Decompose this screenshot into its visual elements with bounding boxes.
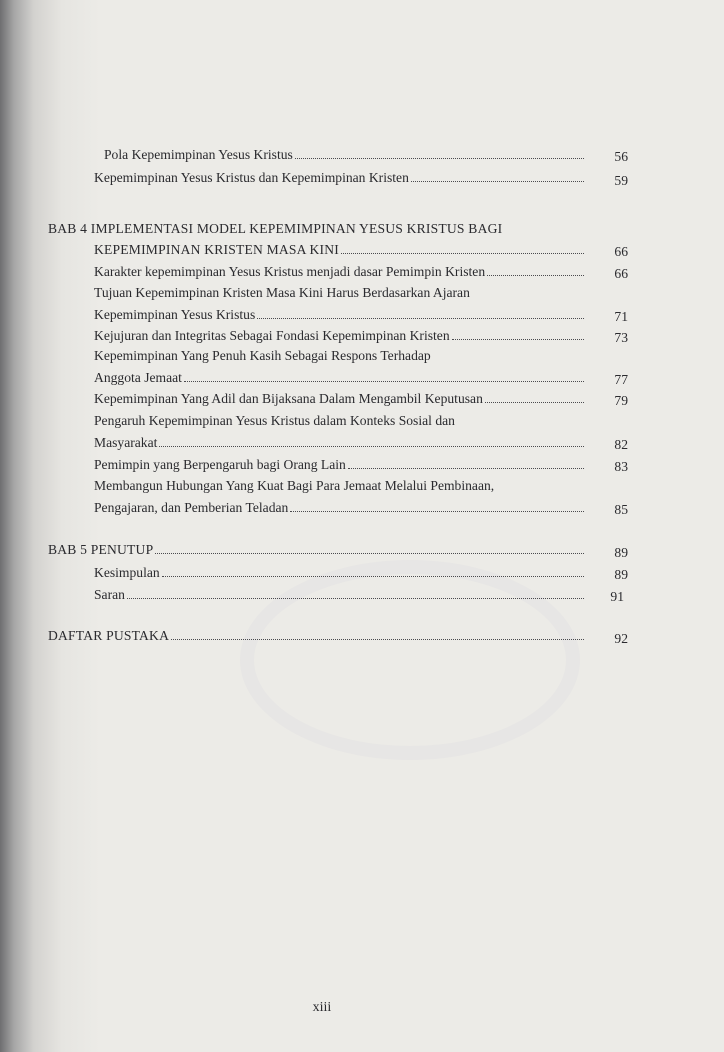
toc-entry-title: Masyarakat <box>94 435 158 450</box>
toc-entry-title: Kepemimpinan Yesus Kristus dan Kepemimpinan Kristen <box>94 170 409 185</box>
toc-page-number: 91 <box>610 589 624 604</box>
toc-entry-title: Pola Kepemimpinan Yesus Kristus <box>104 147 293 162</box>
toc-entry <box>94 563 588 581</box>
toc-entry-title: Anggota Jemaat <box>94 370 182 385</box>
toc-dot-leader <box>155 553 584 554</box>
toc-page-number: 83 <box>614 459 628 474</box>
toc-entry <box>94 455 588 473</box>
page-number-footer: xiii <box>312 1000 332 1015</box>
toc-entry-title: Saran <box>94 587 125 602</box>
toc-entry <box>94 326 588 344</box>
toc-page-number: 66 <box>614 266 628 281</box>
toc-dot-leader <box>341 253 584 254</box>
chapter-title-line: BAB 4 IMPLEMENTASI MODEL KEPEMIMPINAN YESUS KRISTUS BAGI <box>48 221 503 236</box>
toc-page-number: 79 <box>614 393 628 408</box>
toc-entry <box>94 168 588 186</box>
toc-page-number: 85 <box>614 502 628 517</box>
toc-entry-title: Kepemimpinan Yang Adil dan Bijaksana Dalam Mengambil Keputusan <box>94 391 483 406</box>
toc-entry-title: Karakter kepemimpinan Yesus Kristus menjadi dasar Pemimpin Kristen <box>94 264 486 279</box>
toc-entry-title: Pengajaran, dan Pemberian Teladan <box>94 500 289 515</box>
toc-entry <box>94 389 588 407</box>
toc-entry-title-line: Pengaruh Kepemimpinan Yesus Kristus dalam Konteks Sosial dan <box>94 413 455 428</box>
toc-page-number: 59 <box>614 173 628 188</box>
toc-page-number: 92 <box>614 631 628 646</box>
toc-page-number: 82 <box>614 437 628 452</box>
toc-entry-title-line: Membangun Hubungan Yang Kuat Bagi Para Jemaat Melalui Pembinaan, <box>94 478 495 493</box>
toc-dot-leader <box>348 468 584 469</box>
toc-page-number: 66 <box>614 244 628 259</box>
toc-entry <box>94 262 588 280</box>
toc-entry <box>94 368 588 386</box>
toc-dot-leader <box>411 181 584 182</box>
toc-dot-leader <box>159 446 584 447</box>
toc-page-number: 77 <box>614 372 628 387</box>
toc-dot-leader <box>171 639 584 640</box>
toc-entry <box>104 145 588 163</box>
toc-entry <box>94 433 588 451</box>
toc-page-number: 89 <box>614 545 628 560</box>
toc-dot-leader <box>162 576 584 577</box>
toc-entry <box>94 305 588 323</box>
toc-entry-title: DAFTAR PUSTAKA <box>48 628 170 643</box>
toc-page-number: 73 <box>614 330 628 345</box>
toc-entry <box>48 626 588 644</box>
toc-dot-leader <box>485 402 584 403</box>
toc-page-number: 89 <box>614 567 628 582</box>
toc-dot-leader <box>290 511 584 512</box>
toc-entry-title: Kesimpulan <box>94 565 160 580</box>
toc-entry-title: Kejujuran dan Integritas Sebagai Fondasi Kepemimpinan Kristen <box>94 328 450 343</box>
toc-page-number: 71 <box>614 309 628 324</box>
toc-entry-title-line: Kepemimpinan Yang Penuh Kasih Sebagai Respons Terhadap <box>94 348 431 363</box>
toc-dot-leader <box>257 318 584 319</box>
toc-dot-leader <box>452 339 584 340</box>
toc-entry <box>48 540 588 558</box>
toc-entry <box>94 585 588 603</box>
toc-entry-title: Kepemimpinan Yesus Kristus <box>94 307 256 322</box>
toc-entry-title: Pemimpin yang Berpengaruh bagi Orang Lain <box>94 457 346 472</box>
toc-entry-title-line: Tujuan Kepemimpinan Kristen Masa Kini Harus Berdasarkan Ajaran <box>94 285 470 300</box>
toc-entry <box>94 498 588 516</box>
toc-page-number: 56 <box>614 149 628 164</box>
toc-entry-title: KEPEMIMPINAN KRISTEN MASA KINI <box>94 242 340 257</box>
toc-entry <box>94 240 588 258</box>
toc-dot-leader <box>184 381 584 382</box>
toc-entry-title: BAB 5 PENUTUP <box>48 542 154 557</box>
toc-dot-leader <box>487 275 584 276</box>
toc-dot-leader <box>295 158 584 159</box>
toc-dot-leader <box>127 598 584 599</box>
